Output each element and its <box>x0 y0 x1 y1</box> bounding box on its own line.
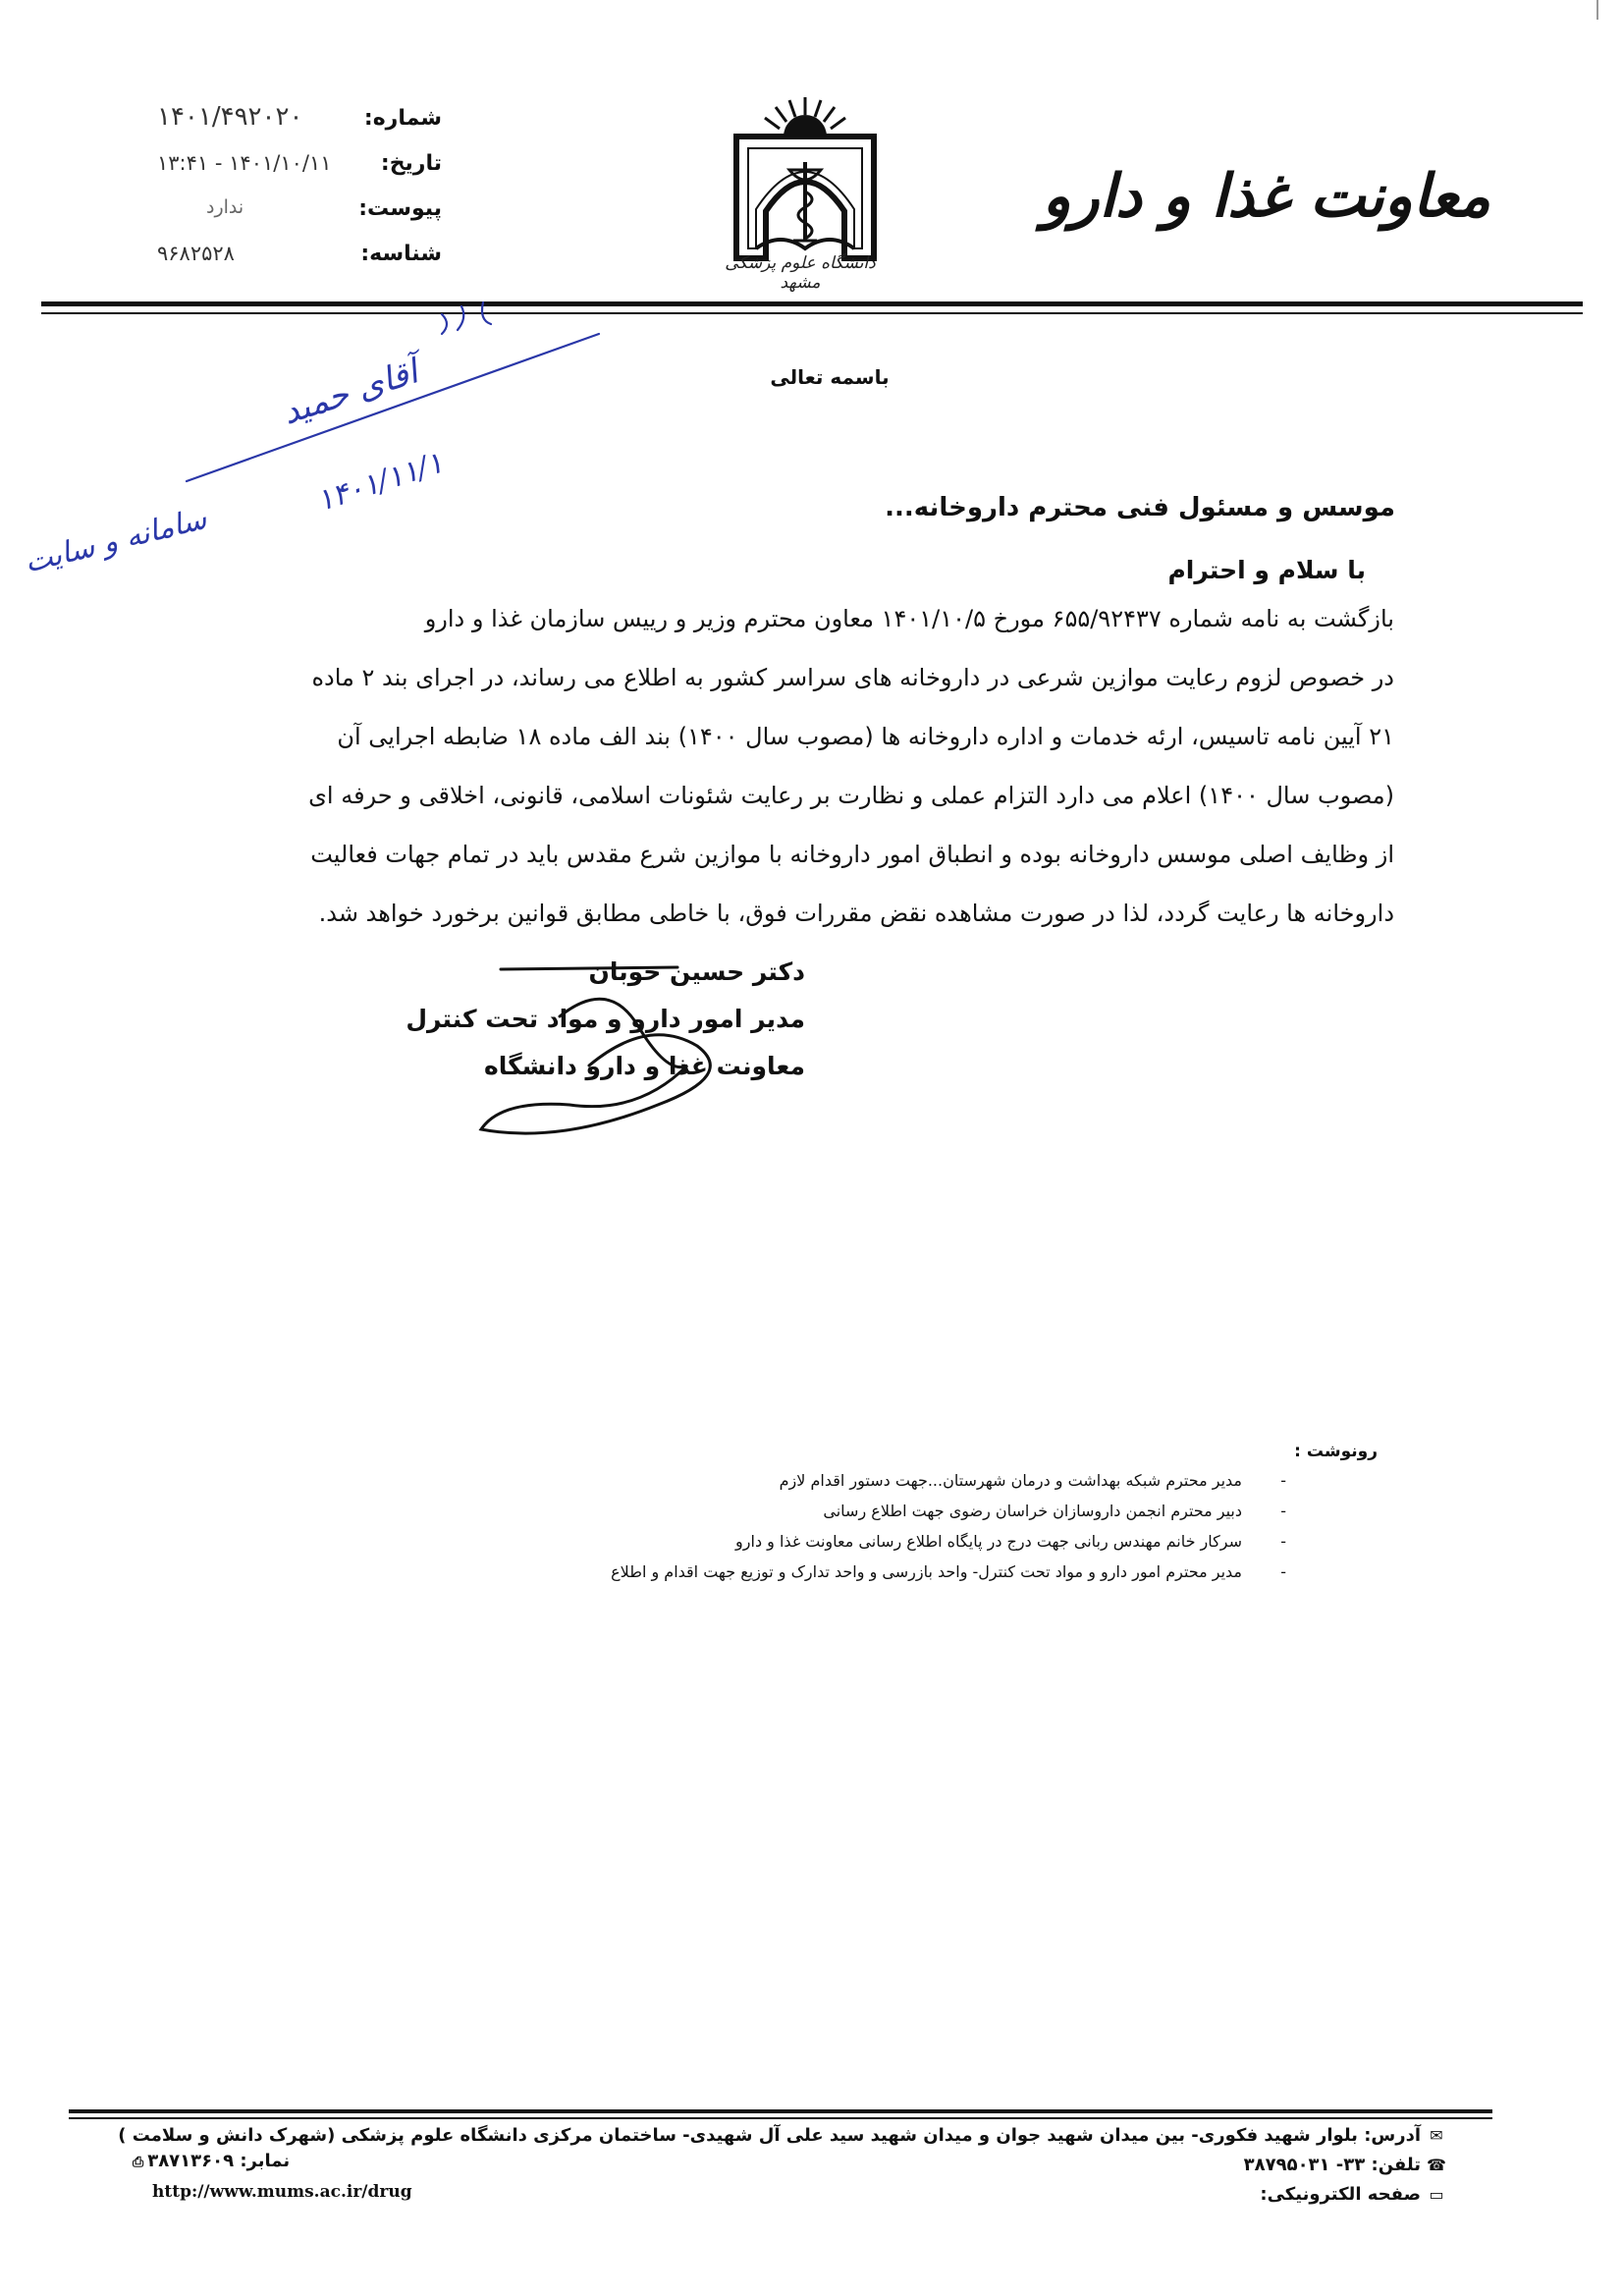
annotation-line3: سامانه و سایت <box>21 501 210 580</box>
id-label: شناسه: <box>360 242 442 266</box>
body-line: بازگشت به نامه شماره ۶۵۵/۹۲۴۳۷ مورخ ۱۴۰۱/۱۰/۵ معاون محترم وزیر و رییس سازمان غذا و دارو <box>424 605 1394 632</box>
cc-list <box>491 1465 1296 1587</box>
date-row <box>147 143 442 189</box>
envelope-icon: ✉ <box>1430 2126 1443 2145</box>
letter-metadata <box>147 98 442 279</box>
attachment-label: پیوست: <box>358 196 442 221</box>
footer-address: آدرس: بلوار شهید فکوری- بین میدان شهید جوان و میدان شهید سید علی آل شهیدی- ساختمان مرکزی دانشگاه علوم پزشکی (شهرک دانش و سلامت ) <box>118 2125 1421 2146</box>
greeting: با سلام و احترام <box>1167 556 1366 584</box>
number-row <box>147 98 442 143</box>
body-line: (مصوب سال ۱۴۰۰) اعلام می دارد التزام عملی و نظارت بر رعایت شئونات اسلامی، قانونی، اخلاقی و حرفه ای <box>308 782 1394 809</box>
cc-item-text: مدیر محترم امور دارو و مواد تحت کنترل- واحد بازرسی و واحد تدارک و توزیع جهت اقدام و اطلاع <box>611 1562 1242 1581</box>
signer-title: مدیر امور دارو و مواد تحت کنترل <box>406 1005 805 1033</box>
footer-website-label: صفحه الکترونیکی: <box>1260 2184 1421 2205</box>
cc-item <box>491 1465 1296 1496</box>
annotation-line2: ۱۴۰۱/۱۱/۱ <box>312 445 448 519</box>
footer-divider-thin <box>69 2117 1492 2119</box>
date-value: ۱۴۰۱/۱۰/۱۱ - ۱۳:۴۱ <box>157 151 332 175</box>
footer-fax <box>133 2151 290 2171</box>
id-value: ۹۶۸۲۵۲۸ <box>157 242 235 265</box>
body-line: در خصوص لزوم رعایت موازین شرعی در داروخانه های سراسر کشور به اطلاع می رساند، در اجرای بند ۲ ماده <box>311 664 1394 691</box>
letter-body <box>177 589 1394 943</box>
cc-title: رونوشت : <box>1294 1442 1378 1461</box>
computer-icon: ▭ <box>1429 2185 1444 2204</box>
attachment-value: ندارد <box>206 196 244 218</box>
cc-item-text: سرکار خانم مهندس ربانی جهت درج در پایگاه اطلاع رسانی معاونت غذا و دارو <box>735 1532 1242 1551</box>
logo-caption: دانشگاه علوم پزشکی مشهد <box>725 253 876 293</box>
footer-address-row <box>72 2121 1446 2151</box>
cc-dash: - <box>1280 1562 1286 1581</box>
cc-item <box>491 1496 1296 1526</box>
date-label: تاریخ: <box>380 151 442 176</box>
signature-block <box>406 957 805 1164</box>
handwritten-annotation <box>0 295 628 589</box>
body-line: ۲۱ آیین نامه تاسیس، ارئه خدمات و اداره داروخانه ها (مصوب سال ۱۴۰۰) بند الف ماده ۱۸ ضابطه اجرایی آن <box>337 723 1394 750</box>
number-value: ۱۴۰۱/۴۹۲۰۲۰ <box>157 102 303 132</box>
id-row <box>147 234 442 279</box>
phone-icon: ☎ <box>1427 2156 1446 2174</box>
footer-fax-text: نمابر: ۳۸۷۱۳۶۰۹ <box>147 2151 291 2171</box>
signer-name: دکتر حسین خوبان <box>588 957 805 986</box>
number-label: شماره: <box>363 106 442 131</box>
fax-icon: ⎙ <box>133 2155 144 2170</box>
invocation: باسمه تعالی <box>770 365 890 389</box>
cc-dash: - <box>1280 1532 1286 1551</box>
cc-item-text: دبیر محترم انجمن داروسازان خراسان رضوی جهت اطلاع رسانی <box>823 1502 1242 1520</box>
addressee: موسس و مسئول فنی محترم داروخانه... <box>885 493 1395 522</box>
department-title: معاونت غذا و دارو <box>1042 162 1490 231</box>
scan-edge-mark <box>1596 0 1598 20</box>
signer-department: معاونت غذا و دارو دانشگاه <box>483 1052 805 1080</box>
body-line: داروخانه ها رعایت گردد، لذا در صورت مشاهده نقض مقررات فوق، با خاطی مطابق قوانین برخورد خواهد شد. <box>318 900 1394 927</box>
attachment-row <box>147 189 442 234</box>
footer-divider <box>69 2109 1492 2113</box>
handwritten-signature <box>442 957 815 1164</box>
cc-dash: - <box>1280 1471 1286 1490</box>
cc-item <box>491 1557 1296 1587</box>
cc-dash: - <box>1280 1502 1286 1520</box>
footer-phone: تلفن: ۳۳- ۳۸۷۹۵۰۳۱ <box>1243 2155 1421 2175</box>
cc-item-text: مدیر محترم شبکه بهداشت و درمان شهرستان...جهت دستور اقدام لازم <box>779 1471 1242 1490</box>
body-line: از وظایف اصلی موسس داروخانه بوده و انطباق امور داروخانه با موازین شرع مقدس باید در تمام جهات فعالیت <box>310 841 1394 868</box>
cc-item <box>491 1526 1296 1557</box>
annotation-line1: آقای حمید <box>277 352 423 433</box>
footer-url[interactable]: http://www.mums.ac.ir/drug <box>152 2182 412 2202</box>
